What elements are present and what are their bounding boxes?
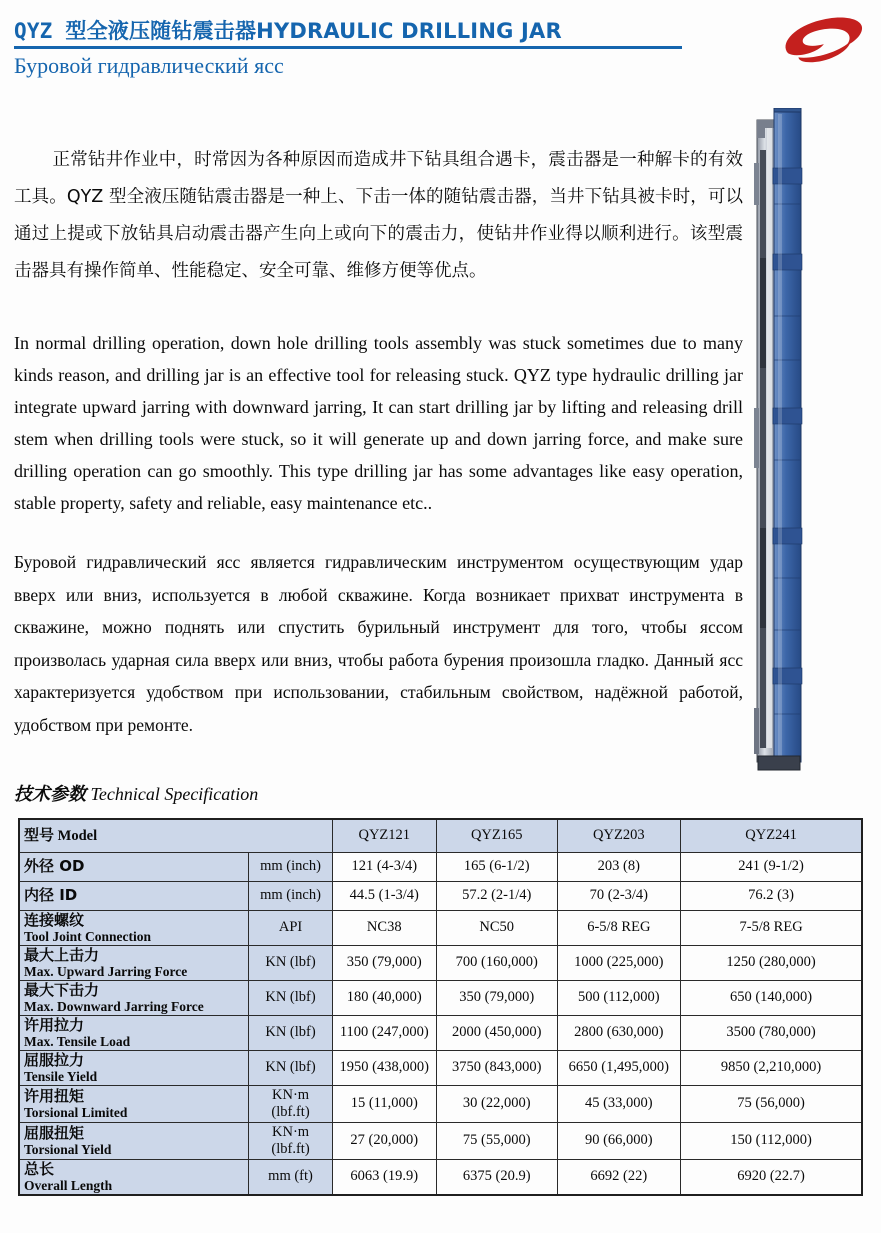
- cell-value: 6692 (22): [557, 1159, 681, 1195]
- row-label: 许用扭矩 Torsional Limited: [19, 1085, 249, 1122]
- model-header-cell: [19, 819, 332, 852]
- row-unit: KN (lbf): [249, 980, 332, 1015]
- page-title-en: HYDRAULIC DRILLING JAR: [256, 19, 562, 43]
- cell-value: 45 (33,000): [557, 1085, 681, 1122]
- cell-value: 3750 (843,000): [436, 1050, 557, 1085]
- row-unit: KN (lbf): [249, 945, 332, 980]
- cell-value: 6063 (19.9): [332, 1159, 436, 1195]
- table-row-id: [19, 881, 862, 910]
- table-row-torsional-yield: [19, 1122, 862, 1159]
- model-col-qyz241: QYZ241: [681, 819, 862, 852]
- cell-value: 150 (112,000): [681, 1122, 862, 1159]
- cell-value: 2000 (450,000): [436, 1015, 557, 1050]
- intro-paragraph-russian: Буровой гидравлический ясс является гидравлическим инструментом осуществующим удар вверх или вниз, используется в любой скважине. Когда возникает прихват инструмента в скважине, можно поднять или спустить бурильный инструмент для того, чтобы яссом произволась ударная сила вверх или вниз, чтобы работа бурения произошла гладко. Данный ясс характеризуется удобством при использовании, стабильным свойством, надёжной работой, удобством при ремонте.: [14, 552, 743, 735]
- table-row-max-downward: [19, 980, 862, 1015]
- row-label: 连接螺纹 Tool Joint Connection: [19, 910, 249, 945]
- cell-value: 165 (6-1/2): [436, 852, 557, 881]
- cell-value: 15 (11,000): [332, 1085, 436, 1122]
- cell-value: 700 (160,000): [436, 945, 557, 980]
- cell-value: 30 (22,000): [436, 1085, 557, 1122]
- row-unit: mm (inch): [249, 852, 332, 881]
- cell-value: 75 (55,000): [436, 1122, 557, 1159]
- cell-value: 350 (79,000): [332, 945, 436, 980]
- row-label: 屈服扭矩 Torsional Yield: [19, 1122, 249, 1159]
- cell-value: 1100 (247,000): [332, 1015, 436, 1050]
- cell-value: 6375 (20.9): [436, 1159, 557, 1195]
- cell-value: 241 (9-1/2): [681, 852, 862, 881]
- row-label: 内径 ID: [19, 881, 249, 910]
- cell-value: 180 (40,000): [332, 980, 436, 1015]
- title-underline-rule: [14, 46, 682, 49]
- table-row-od: [19, 852, 862, 881]
- page-title: [14, 15, 714, 45]
- table-row-max-tensile-load: [19, 1015, 862, 1050]
- row-unit: mm (inch): [249, 881, 332, 910]
- model-header-zh: 型号: [24, 825, 55, 844]
- model-header-en: Model: [57, 827, 98, 844]
- intro-paragraph-english: In normal drilling operation, down hole drilling tools assembly was stuck sometimes due to many kinds reason, and drilling jar is an effective tool for releasing stuck. QYZ type hydraulic drilling jar integrate upward jarring with downward jarring, It can start drilling jar by lifting and releasing drill stem when drilling tools were stuck, so it will generate up and down jarring force, and make sure drilling operation can go smoothly. This type drilling jar has some advantages like easy operation, stable property, safety and reliable, easy maintenance etc..: [14, 333, 743, 513]
- cell-value: 9850 (2,210,000): [681, 1050, 862, 1085]
- row-label: 许用拉力 Max. Tensile Load: [19, 1015, 249, 1050]
- row-label: 总长 Overall Length: [19, 1159, 249, 1195]
- section-title-en: Technical Specification: [90, 784, 259, 804]
- cell-value: 1950 (438,000): [332, 1050, 436, 1085]
- table-row-max-upward: [19, 945, 862, 980]
- cell-value: 57.2 (2-1/4): [436, 881, 557, 910]
- red-s-swoosh-logo-icon: [772, 12, 872, 66]
- cell-value: 90 (66,000): [557, 1122, 681, 1159]
- row-unit: KN (lbf): [249, 1015, 332, 1050]
- cell-value: 6-5/8 REG: [557, 910, 681, 945]
- cell-value: 500 (112,000): [557, 980, 681, 1015]
- row-unit: KN·m (lbf.ft): [249, 1085, 332, 1122]
- hydraulic-drilling-jar-cutaway-drawing-icon: [752, 108, 808, 774]
- cell-value: NC50: [436, 910, 557, 945]
- section-title: [14, 780, 258, 806]
- page-title-zh: QYZ 型全液压随钻震击器: [14, 19, 257, 43]
- row-unit: KN·m (lbf.ft): [249, 1122, 332, 1159]
- row-unit: API: [249, 910, 332, 945]
- logo-svg: [772, 12, 872, 66]
- row-label: 外径 OD: [19, 852, 249, 881]
- cell-value: 1250 (280,000): [681, 945, 862, 980]
- row-label: 最大上击力 Max. Upward Jarring Force: [19, 945, 249, 980]
- table-row-torsional-limited: [19, 1085, 862, 1122]
- section-title-zh: 技术参数: [14, 784, 86, 805]
- cell-value: 650 (140,000): [681, 980, 862, 1015]
- drilling-jar-svg: [752, 108, 808, 774]
- row-unit: mm (ft): [249, 1159, 332, 1195]
- table-row-tensile-yield: [19, 1050, 862, 1085]
- technical-specification-table: [18, 818, 863, 1196]
- cell-value: 76.2 (3): [681, 881, 862, 910]
- cell-value: 121 (4-3/4): [332, 852, 436, 881]
- cell-value: 75 (56,000): [681, 1085, 862, 1122]
- cell-value: 7-5/8 REG: [681, 910, 862, 945]
- cell-value: NC38: [332, 910, 436, 945]
- page-subtitle-russian: Буровой гидравлический ясс: [14, 53, 284, 78]
- cell-value: 2800 (630,000): [557, 1015, 681, 1050]
- row-label: 屈服拉力 Tensile Yield: [19, 1050, 249, 1085]
- model-col-qyz165: QYZ165: [436, 819, 557, 852]
- table-row-tool-joint: [19, 910, 862, 945]
- cell-value: 203 (8): [557, 852, 681, 881]
- cell-value: 3500 (780,000): [681, 1015, 862, 1050]
- cell-value: 6920 (22.7): [681, 1159, 862, 1195]
- cell-value: 350 (79,000): [436, 980, 557, 1015]
- cell-value: 6650 (1,495,000): [557, 1050, 681, 1085]
- intro-paragraph-chinese: 正常钻井作业中，时常因为各种原因而造成井下钻具组合遇卡，震击器是一种解卡的有效工具。QYZ 型全液压随钻震击器是一种上、下击一体的随钻震击器，当井下钻具被卡时，可以通过上提或下放钻具启动震击器产生向上或向下的震击力，使钻井作业得以顺利进行。该型震击器具有操作简单、性能稳定、安全可靠、维修方便等优点。: [14, 150, 743, 281]
- row-label: 最大下击力 Max. Downward Jarring Force: [19, 980, 249, 1015]
- row-unit: KN (lbf): [249, 1050, 332, 1085]
- model-col-qyz203: QYZ203: [557, 819, 681, 852]
- cell-value: 27 (20,000): [332, 1122, 436, 1159]
- cell-value: 44.5 (1-3/4): [332, 881, 436, 910]
- table-row-overall-length: [19, 1159, 862, 1195]
- model-col-qyz121: QYZ121: [332, 819, 436, 852]
- cell-value: 70 (2-3/4): [557, 881, 681, 910]
- table-header-row: [19, 819, 862, 852]
- cell-value: 1000 (225,000): [557, 945, 681, 980]
- spec-table: [18, 818, 863, 1196]
